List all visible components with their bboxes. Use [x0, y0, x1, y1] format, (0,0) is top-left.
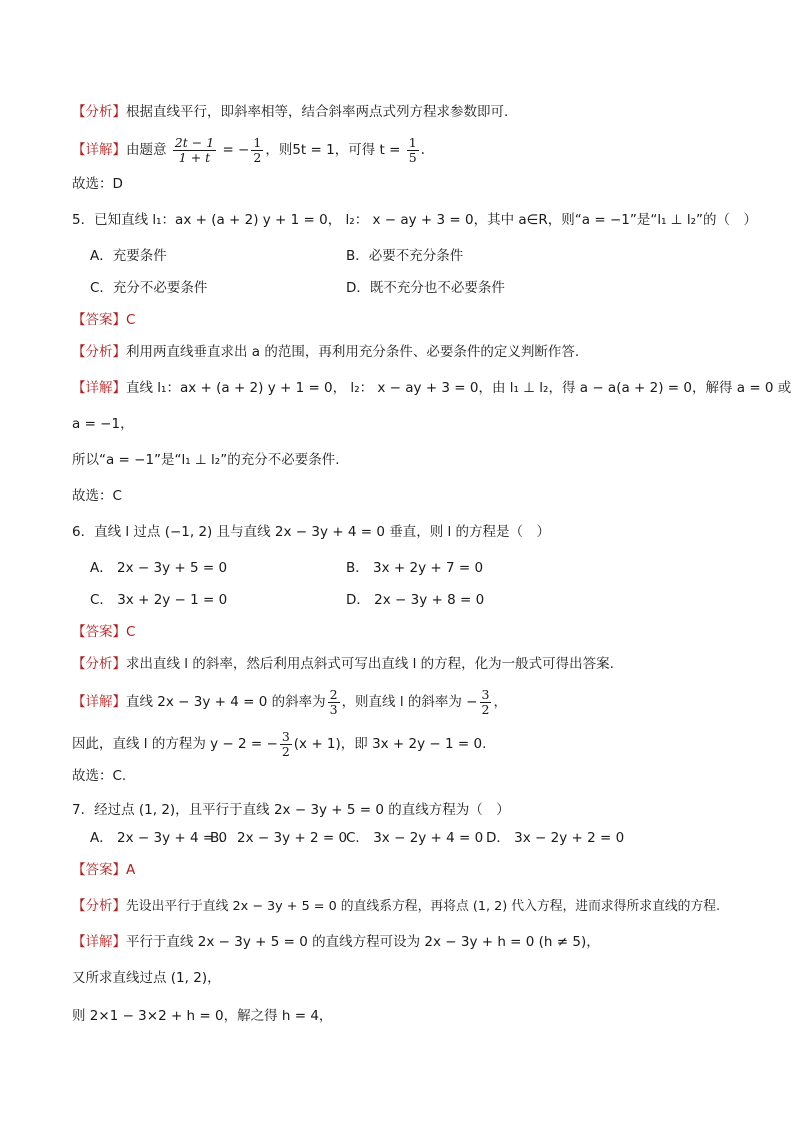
q6-analysis: 【分析】求出直线 l 的斜率，然后利用点斜式可写出直线 l 的方程，化为一般式可得出答案. [72, 656, 614, 672]
fraction: $\frac{1}{2}$ [253, 135, 262, 165]
detail-pre: 由题意 [126, 142, 167, 158]
fraction: $\frac{2}{3}$ [329, 687, 338, 717]
fraction: $\frac{3}{2}$ [481, 687, 490, 717]
q5-option-d[interactable]: D．既不充分也不必要条件 [346, 280, 505, 296]
q7-option-b[interactable]: B． 2x − 3y + 2 = 0 [210, 830, 348, 846]
q5-option-a[interactable]: A．充要条件 [90, 248, 167, 264]
q5-detail-line3: 所以“a = −1”是“l₁ ⊥ l₂”的充分不必要条件. [72, 452, 340, 468]
q7-analysis: 【分析】先设出平行于直线 2x − 3y + 5 = 0 的直线系方程，再将点 (1, 2) 代入方程，进而求得所求直线的方程. [72, 898, 721, 914]
analysis-tag: 【分析】 [72, 104, 126, 120]
q4-detail: 【详解】由题意 $\frac{2t - 1}{1 + t}$ = − $\frac{1}{2}$ ，则5t = 1，可得 t = $\frac{1}{5}$ . [72, 135, 425, 165]
fraction: $\frac{3}{2}$ [281, 729, 290, 759]
q6-option-a[interactable]: A． 2x − 3y + 5 = 0 [90, 560, 228, 576]
q7-detail-line3: 则 2×1 − 3×2 + h = 0，解之得 h = 4， [72, 1008, 333, 1024]
q7-option-c[interactable]: C． 3x − 2y + 4 = 0 [346, 830, 484, 846]
q7-stem: 7．经过点 (1, 2)，且平行于直线 2x − 3y + 5 = 0 的直线方程为（ ） [72, 802, 510, 818]
q6-detail: 【详解】直线 2x − 3y + 4 = 0 的斜率为 $\frac{2}{3}$ ，则直线 l 的斜率为 − $\frac{3}{2}$ ， [72, 687, 507, 717]
q5-answer [72, 310, 754, 330]
q6-answer: 【答案】C [72, 624, 136, 640]
q7-detail: 【详解】平行于直线 2x − 3y + 5 = 0 的直线方程可设为 2x − 3y + h = 0 (h ≠ 5)， [72, 934, 600, 950]
q6-stem: 6．直线 l 过点 (−1, 2) 且与直线 2x − 3y + 4 = 0 垂直，则 l 的方程是（ ） [72, 524, 551, 540]
fraction: $\frac{2t - 1}{1 + t}$ [174, 135, 215, 165]
answer-value: C [126, 312, 136, 328]
analysis-text: 根据直线平行，即斜率相等，结合斜率两点式列方程求参数即可. [126, 104, 509, 120]
q5-detail-line2: a = −1， [72, 416, 134, 432]
q7-answer: 【答案】A [72, 862, 136, 878]
q6-choice: 故选：C. [72, 768, 127, 784]
q7-option-d[interactable]: D． 3x − 2y + 2 = 0 [486, 830, 625, 846]
q6-option-d[interactable]: D． 2x − 3y + 8 = 0 [346, 592, 485, 608]
fraction: $\frac{1}{5}$ [408, 135, 417, 165]
q6-option-b[interactable]: B． 3x + 2y + 7 = 0 [346, 560, 484, 576]
detail-tag: 【详解】 [72, 142, 126, 158]
q5-option-b[interactable]: B．必要不充分条件 [346, 248, 464, 264]
q4-choice: 故选：D [72, 176, 123, 192]
q5-option-c[interactable]: C．充分不必要条件 [90, 280, 208, 296]
q4-analysis [72, 102, 754, 122]
q5-detail: 【详解】直线 l₁：ax + (a + 2) y + 1 = 0， l₂： x − ay + 3 = 0，由 l₁ ⊥ l₂，得 a − a(a + 2) = 0，解得 a = 0 或 [72, 380, 792, 396]
answer-tag: 【答案】 [72, 312, 126, 328]
q6-detail-line2: 因此，直线 l 的方程为 y − 2 = − $\frac{3}{2}$ (x + 1)，即 3x + 2y − 1 = 0. [72, 729, 487, 759]
q5-choice: 故选：C [72, 488, 122, 504]
q6-option-c[interactable]: C． 3x + 2y − 1 = 0 [90, 592, 228, 608]
q7-detail-line2: 又所求直线过点 (1, 2)， [72, 970, 221, 986]
q5-analysis: 【分析】利用两直线垂直求出 a 的范围，再利用充分条件、必要条件的定义判断作答. [72, 344, 580, 360]
q5-stem: 5．已知直线 l₁：ax + (a + 2) y + 1 = 0， l₂： x − ay + 3 = 0，其中 a∈R，则“a = −1”是“l₁ ⊥ l₂”的（ ） [72, 212, 758, 228]
q7-option-a[interactable]: A． 2x − 3y + 4 = 0 [90, 830, 228, 846]
